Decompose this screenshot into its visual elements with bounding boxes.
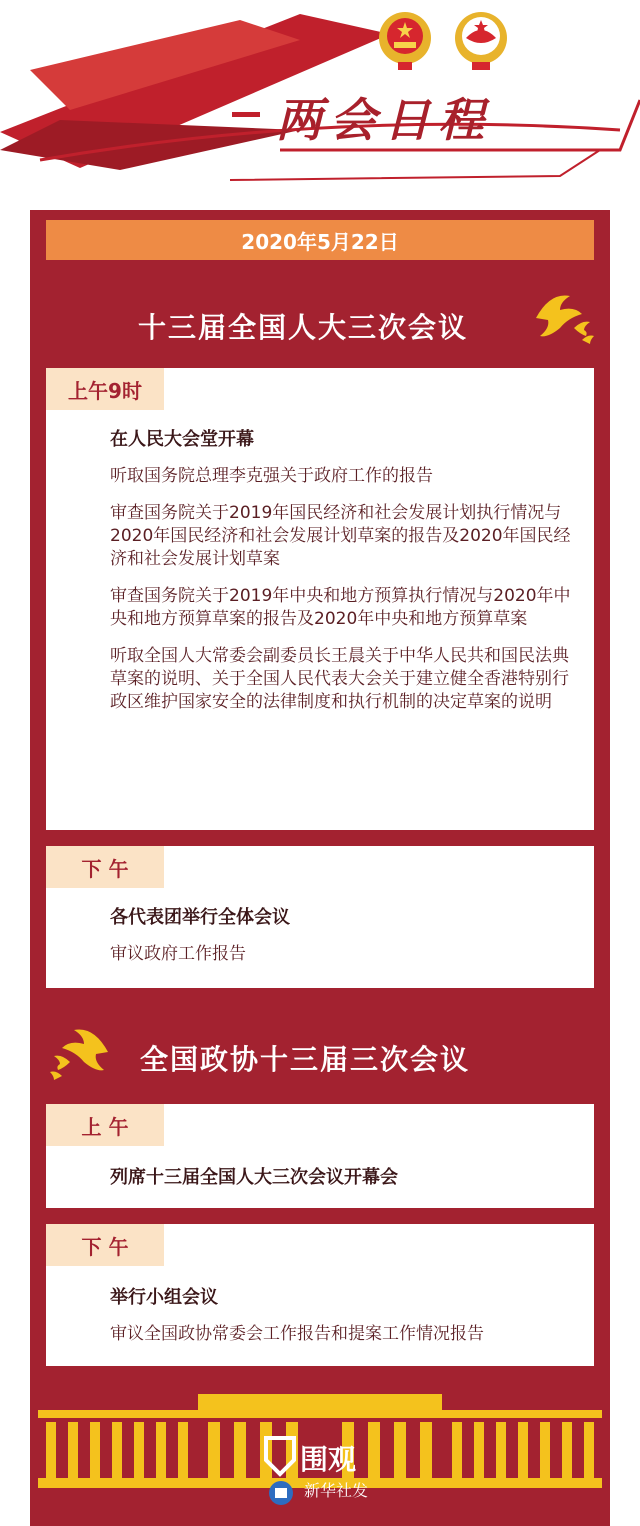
agenda-item: 听取国务院总理李克强关于政府工作的报告 — [110, 466, 433, 486]
cppcc-section-title: 全国政协十三届三次会议 — [140, 1043, 471, 1076]
xinhua-badge-icon — [268, 1480, 294, 1506]
agenda-item: 审查国务院关于2019年国民经济和社会发展计划执行情况与2020年国民经济和社会发展计划草案的报告及2020年国民经济和社会发展计划草案 — [110, 503, 571, 569]
npc-afternoon-card — [46, 846, 594, 988]
page-title: 两会日程 — [276, 93, 492, 147]
cppcc-emblem-icon — [452, 8, 510, 72]
event-heading: 各代表团举行全体会议 — [110, 907, 290, 928]
agenda-item: 审议政府工作报告 — [110, 944, 246, 964]
cppcc-morning-card — [46, 1104, 594, 1208]
event-heading: 列席十三届全国人大三次会议开幕会 — [110, 1167, 398, 1188]
npc-section-title: 十三届全国人大三次会议 — [138, 311, 469, 344]
logo-main-text: 围观 — [300, 1443, 357, 1476]
time-label: 下 午 — [46, 846, 164, 888]
event-heading: 举行小组会议 — [110, 1287, 218, 1308]
npc-morning-card — [46, 368, 594, 830]
cppcc-afternoon-card — [46, 1224, 594, 1366]
national-emblem-icon — [376, 8, 434, 72]
agenda-item: 审查国务院关于2019年中央和地方预算执行情况与2020年中央和地方预算草案的报告及2020年中央和地方预算草案 — [110, 586, 571, 629]
time-label: 下 午 — [46, 1224, 164, 1266]
time-label: 上午9时 — [46, 368, 164, 410]
dove-icon — [530, 288, 600, 348]
agenda-item: 听取全国人大常委会副委员长王晨关于中华人民共和国民法典草案的说明、关于全国人民代表大会关于建立健全香港特别行政区维护国家安全的法律制度和执行机制的决定草案的说明 — [110, 646, 569, 712]
agenda-item: 审议全国政协常委会工作报告和提案工作情况报告 — [110, 1324, 484, 1344]
logo-shield-icon — [262, 1434, 298, 1478]
time-label: 上 午 — [46, 1104, 164, 1146]
dove-icon — [44, 1022, 114, 1086]
event-heading: 在人民大会堂开幕 — [110, 429, 254, 450]
xinhua-logo — [262, 1434, 392, 1514]
date-banner: 2020年5月22日 — [46, 220, 594, 260]
logo-sub-text: 新华社发 — [304, 1481, 369, 1500]
